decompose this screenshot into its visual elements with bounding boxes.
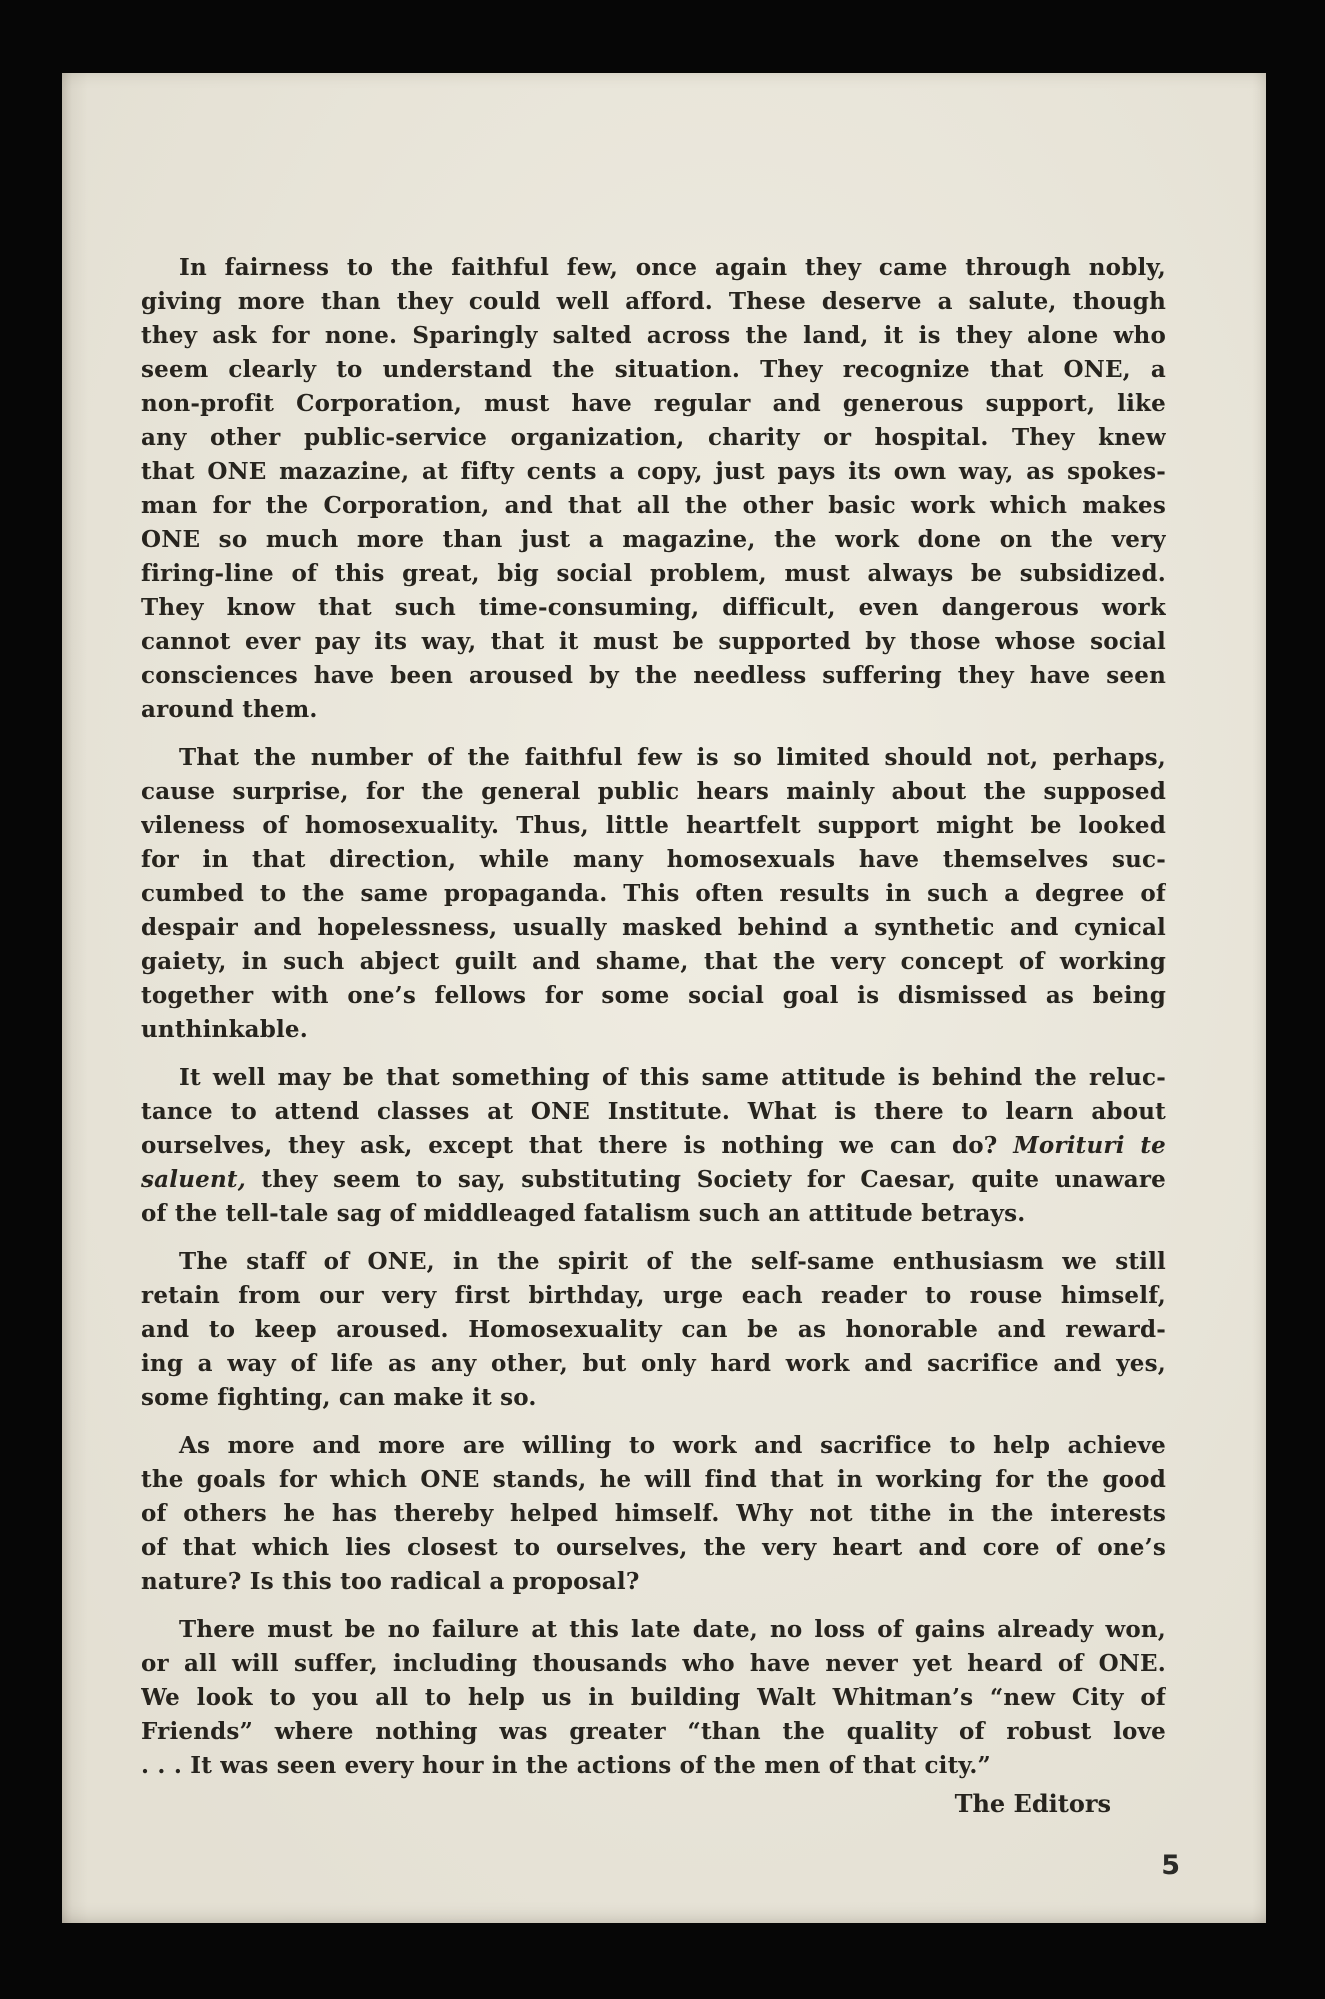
text-line: firing-line of this great, big social problem, must always be subsidized. <box>141 560 1166 587</box>
text-line: despair and hopelessness, usually masked behind a synthetic and cynical <box>141 914 1166 941</box>
article-body <box>141 251 1166 1797</box>
paragraph <box>141 251 1166 727</box>
text-line: consciences have been aroused by the needless suffering they have seen <box>141 662 1166 689</box>
article-signature: The Editors <box>954 1789 1111 1818</box>
text-line: There must be no failure at this late date, no loss of gains already won, <box>179 1616 1166 1643</box>
text-line: saluent, they seem to say, substituting Society for Caesar, quite unaware <box>141 1166 1166 1193</box>
magazine-page <box>62 73 1266 1923</box>
text-line: It well may be that something of this same attitude is behind the reluc- <box>179 1064 1166 1091</box>
text-line: cause surprise, for the general public hears mainly about the supposed <box>141 778 1166 805</box>
text-line: the goals for which ONE stands, he will find that in working for the good <box>141 1466 1166 1493</box>
paragraph <box>141 1061 1166 1231</box>
text-line: for in that direction, while many homosexuals have themselves suc- <box>141 846 1166 873</box>
page-number: 5 <box>1161 1850 1180 1881</box>
text-line: The staff of ONE, in the spirit of the self-same enthusiasm we still <box>179 1248 1166 1275</box>
text-line: cumbed to the same propaganda. This often results in such a degree of <box>141 880 1166 907</box>
text-line: some fighting, can make it so. <box>141 1384 537 1411</box>
text-line: gaiety, in such abject guilt and shame, that the very concept of working <box>141 948 1166 975</box>
text-line: they ask for none. Sparingly salted across the land, it is they alone who <box>141 322 1166 349</box>
paragraph <box>141 1613 1166 1783</box>
text-line: That the number of the faithful few is so limited should not, perhaps, <box>179 744 1166 771</box>
text-line: retain from our very first birthday, urge each reader to rouse himself, <box>141 1282 1166 1309</box>
text-line: seem clearly to understand the situation. They recognize that ONE, a <box>141 356 1166 383</box>
text-line: vileness of homosexuality. Thus, little heartfelt support might be looked <box>141 812 1166 839</box>
text-line: of the tell-tale sag of middleaged fatalism such an attitude betrays. <box>141 1200 1026 1227</box>
text-line: In fairness to the faithful few, once again they came through nobly, <box>179 254 1166 281</box>
text-line: As more and more are willing to work and sacrifice to help achieve <box>179 1432 1166 1459</box>
paragraph <box>141 1429 1166 1599</box>
paragraph <box>141 741 1166 1047</box>
text-line: ONE so much more than just a magazine, the work done on the very <box>141 526 1166 553</box>
text-line: ing a way of life as any other, but only hard work and sacrifice and yes, <box>141 1350 1166 1377</box>
text-line: tance to attend classes at ONE Institute. What is there to learn about <box>141 1098 1166 1125</box>
text-line: Friends” where nothing was greater “than the quality of robust love <box>141 1718 1166 1745</box>
text-line: non-profit Corporation, must have regular and generous support, like <box>141 390 1166 417</box>
text-line: or all will suffer, including thousands who have never yet heard of ONE. <box>141 1650 1166 1677</box>
text-line: . . . It was seen every hour in the actions of the men of that city.” <box>141 1752 991 1779</box>
text-line: that ONE mazazine, at fifty cents a copy, just pays its own way, as spokes- <box>141 458 1166 485</box>
text-line: of others he has thereby helped himself. Why not tithe in the interests <box>141 1500 1166 1527</box>
paragraph <box>141 1245 1166 1415</box>
text-line: together with one’s fellows for some social goal is dismissed as being <box>141 982 1166 1009</box>
text-line: We look to you all to help us in building Walt Whitman’s “new City of <box>141 1684 1166 1711</box>
text-line: giving more than they could well afford. These deserve a salute, though <box>141 288 1166 315</box>
text-line: They know that such time-consuming, difficult, even dangerous work <box>141 594 1166 621</box>
text-line: around them. <box>141 696 318 723</box>
text-line: ourselves, they ask, except that there is nothing we can do? Morituri te <box>141 1132 1166 1159</box>
text-line: and to keep aroused. Homosexuality can be as honorable and reward- <box>141 1316 1166 1343</box>
text-line: cannot ever pay its way, that it must be supported by those whose social <box>141 628 1166 655</box>
text-line: of that which lies closest to ourselves, the very heart and core of one’s <box>141 1534 1166 1561</box>
text-line: any other public-service organization, charity or hospital. They knew <box>141 424 1166 451</box>
text-line: nature? Is this too radical a proposal? <box>141 1568 640 1595</box>
text-line: unthinkable. <box>141 1016 308 1043</box>
text-line: man for the Corporation, and that all the other basic work which makes <box>141 492 1166 519</box>
